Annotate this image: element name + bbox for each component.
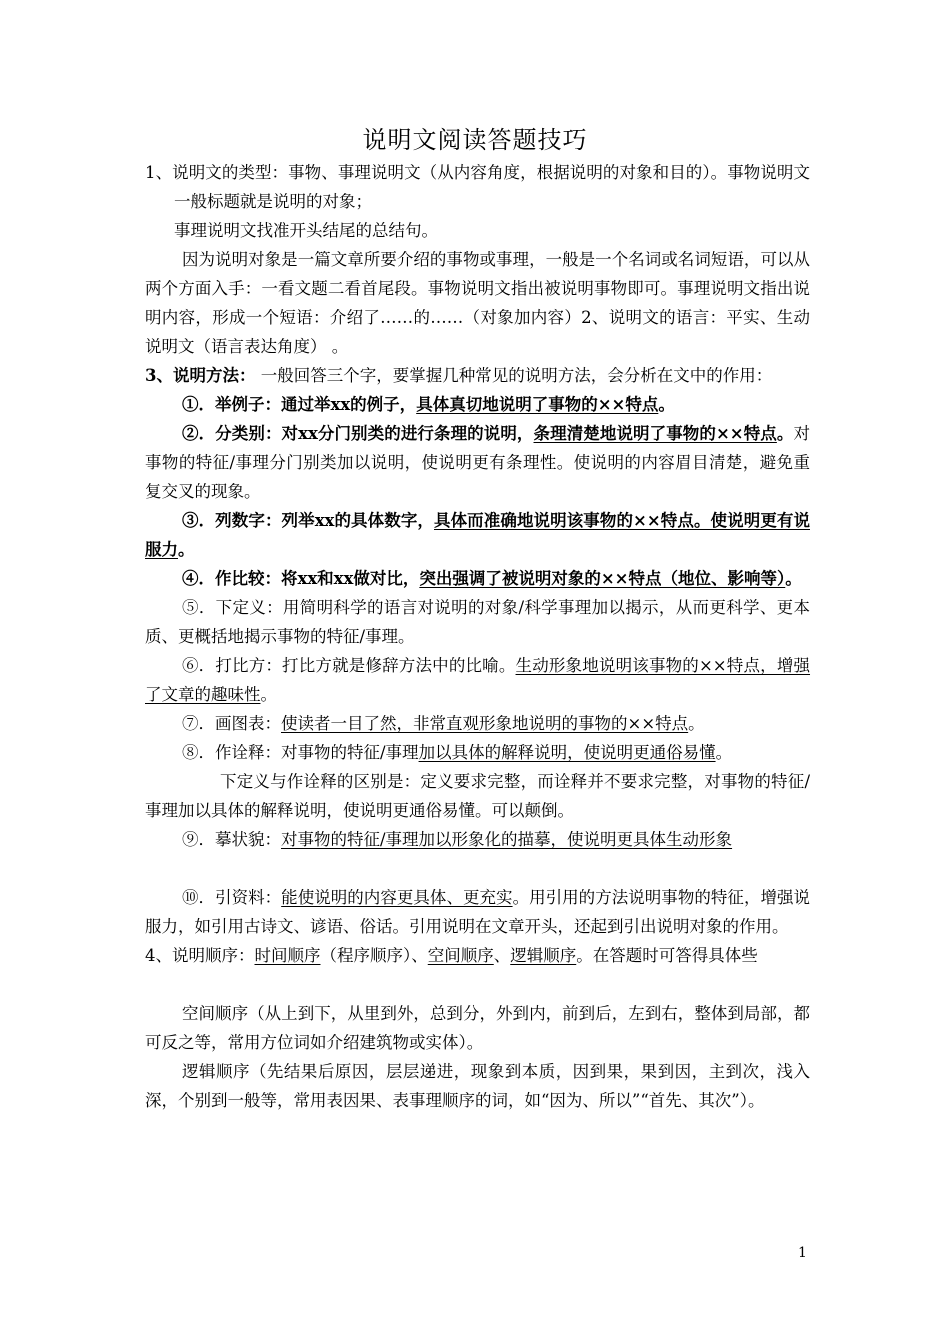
method-classify-end: 。: [776, 424, 794, 443]
section-3-text: 一般回答三个字，要掌握几种常见的说明方法，会分析在文中的作用：: [255, 366, 773, 385]
order-time: 时间顺序: [254, 946, 321, 965]
method-explain-label: ⑧．作诠释：对事物的特征/事理: [182, 743, 419, 762]
order-logic: 逻辑顺序: [510, 946, 577, 965]
method-numbers-end: 。: [178, 540, 195, 559]
page-number: 1: [798, 1245, 807, 1261]
method-example-label: ①．举例子：通过举xx的例子，: [182, 395, 417, 414]
method-numbers: [145, 506, 810, 564]
method-quote-label: ⑩．引资料：: [182, 888, 282, 907]
method-chart-effect: 使读者一目了然，非常直观形象地说明的事物的××特点: [281, 714, 689, 733]
method-analogy-label: ⑥．打比方：打比方就是修辞方法中的比喻。: [182, 656, 516, 675]
method-describe-effect: 对事物的特征/事理加以形象化的描摹，使说明更具体生动形象: [281, 830, 733, 849]
method-quote: [145, 883, 810, 941]
method-compare-effect: 突出强调了被说明对象的××特点（地位、影响等）: [419, 569, 786, 588]
blank-line: [145, 970, 810, 999]
method-analogy-effect: 生动形象地说明该事物的××特点，增强了文章的趣味性: [145, 656, 811, 704]
method-quote-detail: 。用引用的方法说明事物的特征，增强说服力，如引用古诗文、谚语、俗话。引用说明在文章开头，还起到引出说明对象的作用。: [145, 888, 811, 936]
method-analogy-end: 。: [260, 685, 277, 704]
method-classify-detail: 对事物的特征/事理分门别类加以说明，使说明更有条理性。使说明的内容眉目清楚，避免重复交叉的现象。: [145, 424, 810, 501]
section-4-lead: 4、说明顺序：: [145, 946, 255, 965]
method-chart-label: ⑦．画图表：: [182, 714, 281, 733]
space-order-paragraph: 空间顺序（从上到下，从里到外，总到分，外到内，前到后，左到右，整体到局部，都可反之等，常用方位词如介绍建筑物或实体）。: [145, 1004, 810, 1052]
logic-order-paragraph: 逻辑顺序（先结果后原因，层层递进，现象到本质，因到果，果到因，主到次，浅入深，个别到一般等，常用表因果、表事理顺序的词，如“因为、所以”“首先、其次”）。: [145, 1062, 810, 1110]
method-numbers-effect: 具体而准确地说明该事物的××特点。使说明更有说服力: [145, 511, 810, 559]
method-describe-label: ⑨．摹状貌：: [182, 830, 281, 849]
method-explain: [145, 738, 810, 767]
method-define: ⑤．下定义：用简明科学的语言对说明的对象/科学事理加以揭示，从而更科学、更本质、更概括地揭示事物的特征/事理。: [145, 598, 810, 646]
method-describe: [145, 825, 810, 854]
method-numbers-label: ③．列数字：列举xx的具体数字，: [182, 511, 434, 530]
section-4-tail: 。在答题时可答得具体些: [576, 946, 758, 965]
method-classify: [145, 419, 810, 506]
method-explain-effect: 加以具体的解释说明，使说明更通俗易懂: [418, 743, 716, 762]
method-classify-effect: 条理清楚地说明了事物的××特点: [533, 424, 777, 443]
blank-line: [145, 854, 810, 883]
order-time-note: （程序顺序）、: [320, 946, 428, 965]
method-quote-effect: 能使说明的内容更具体、更充实: [281, 888, 513, 907]
section-3-methods: [145, 361, 810, 390]
section-1-note: 事理说明文找准开头结尾的总结句。: [174, 221, 438, 240]
method-example-effect: 具体真切地说明了事物的××特点: [416, 395, 659, 414]
method-explain-note: 下定义与作诠释的区别是：定义要求完整，而诠释并不要求完整，对事物的特征/事理加以具体的解释说明，使说明更通俗易懂。可以颠倒。: [145, 772, 810, 820]
method-chart: [145, 709, 810, 738]
order-space: 空间顺序: [427, 946, 494, 965]
section-3-lead: 3、说明方法：: [145, 366, 256, 385]
section-4-order: [145, 941, 810, 970]
method-compare: [145, 564, 810, 593]
paragraph-object: 因为说明对象是一篇文章所要介绍的事物或事理，一般是一个名词或名词短语，可以从两个方面入手：一看文题二看首尾段。事物说明文指出被说明事物即可。事理说明文指出说明内容，形成一个短语：介绍了……的……（对象加内容）2、说明文的语言：平实、生动说明文（语言表达角度） 。: [145, 250, 810, 356]
method-analogy: [145, 651, 810, 709]
method-explain-end: 。: [715, 743, 733, 762]
method-example: [145, 390, 810, 419]
order-separator: 、: [493, 946, 511, 965]
method-example-end: 。: [658, 395, 675, 414]
method-classify-label: ②．分类别：对xx分门别类的进行条理的说明，: [182, 424, 534, 443]
document-title: 说明文阅读答题技巧: [362, 126, 588, 154]
method-compare-label: ④．作比较：将xx和xx做对比，: [182, 569, 420, 588]
method-chart-end: 。: [688, 714, 705, 733]
section-1-types: 1、说明文的类型：事物、事理说明文（从内容角度，根据说明的对象和目的）。事物说明文一般标题就是说明的对象；: [145, 163, 810, 211]
document-body: [145, 158, 810, 1115]
method-compare-end: 。: [785, 569, 802, 588]
